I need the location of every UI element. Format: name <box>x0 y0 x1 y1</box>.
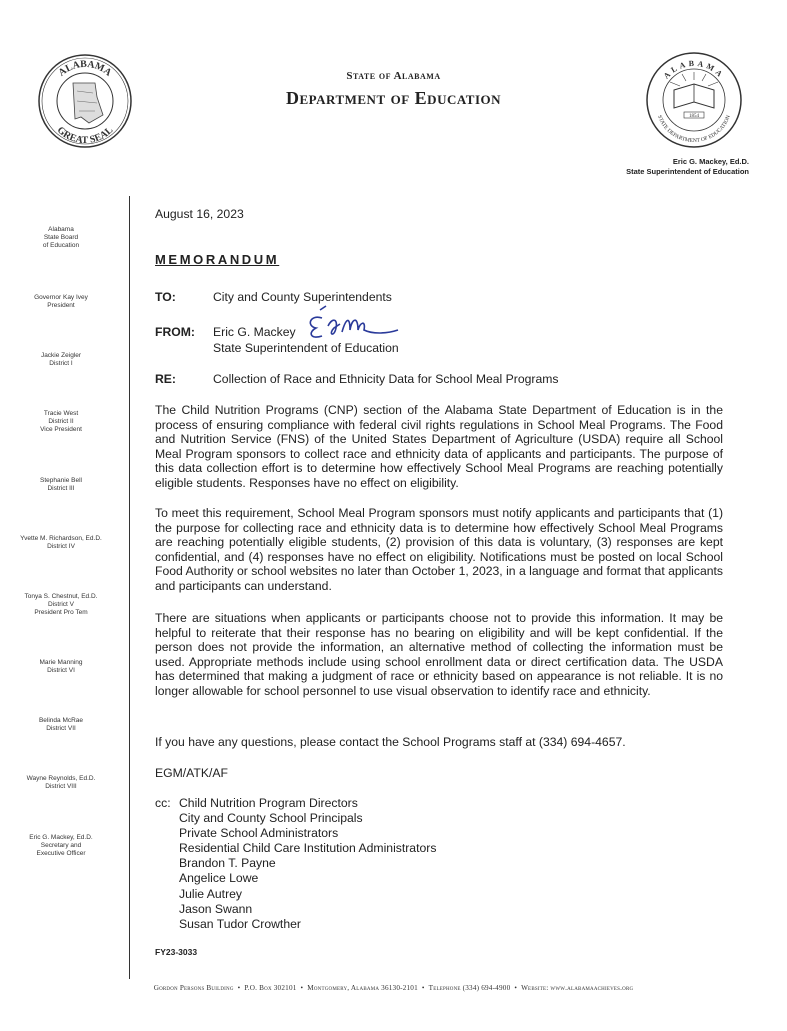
cc-item: Jason Swann <box>179 901 253 916</box>
board-line: District III <box>47 485 75 492</box>
board-line: District I <box>49 360 73 367</box>
board-line: Yvette M. Richardson, Ed.D. <box>20 535 102 542</box>
board-line: Secretary and <box>40 842 82 849</box>
paragraph-1: The Child Nutrition Programs (CNP) section of the Alabama State Department of Education is in the process of ensuring compliance with federal civil rights regulations in School Meal Programs. The Food and Nutrition Service (FNS) of the United States Department of Agriculture (USDA) require all School Meal Program sponsors to collect race and ethnicity data of applicants and participants. The purpose of this data collection effort is to determine how effectively School Meal Programs are reaching potentially eligible students. Responses have no effect on eligibility. <box>155 403 723 490</box>
signature <box>302 304 402 344</box>
board-line: Stephanie Bell <box>40 477 82 484</box>
board-entry <box>0 294 122 310</box>
board-entry <box>0 477 122 493</box>
board-line: District II <box>48 418 74 425</box>
cc-item: Julie Autrey <box>179 886 243 901</box>
from-title: State Superintendent of Education <box>213 341 399 355</box>
re-subject: Collection of Race and Ethnicity Data for School Meal Programs <box>213 372 559 386</box>
board-line: Alabama <box>48 226 74 233</box>
superintendent-block <box>626 157 749 177</box>
cc-list <box>179 796 436 932</box>
board-line: Executive Officer <box>36 850 86 857</box>
footer-website: Website: www.alabamaachieves.org <box>521 984 634 992</box>
board-line: Governor Kay Ivey <box>34 294 88 301</box>
right-seal-bottom-text: STATE DEPARTMENT OF EDUCATION <box>656 114 732 145</box>
superintendent-name: Eric G. Mackey, Ed.D. <box>672 157 749 166</box>
cc-item: Angelice Lowe <box>179 871 259 886</box>
board-entry <box>0 535 122 551</box>
board-line: District VII <box>46 725 76 732</box>
board-line: Marie Manning <box>39 659 83 666</box>
signature-graphic <box>302 304 402 344</box>
cc-item: Child Nutrition Program Directors <box>179 796 358 810</box>
footer-box: P.O. Box 302101 <box>244 984 297 992</box>
board-line: Jackie Zeigler <box>40 352 82 359</box>
board-line: District V <box>48 601 74 608</box>
cc-item: City and County School Principals <box>179 811 363 826</box>
to-recipient: City and County Superintendents <box>213 290 392 304</box>
board-line: Tonya S. Chestnut, Ed.D. <box>24 593 98 600</box>
from-name: Eric G. Mackey <box>213 325 296 339</box>
questions-line: If you have any questions, please contact the School Programs staff at (334) 694-4657. <box>155 735 626 749</box>
board-line: President <box>47 302 75 309</box>
footer-building: Gordon Persons Building <box>153 984 234 992</box>
reference-number: FY23-3033 <box>155 947 198 957</box>
left-seal-top-text: ALABAMA <box>56 58 114 79</box>
cc-item: Brandon T. Payne <box>179 856 276 871</box>
paragraph-3: There are situations when applicants or participants choose not to provide this information. It may be helpful to reiterate that their response has no bearing on eligibility and will be kept confidential. If the person does not provide the information, an alternative method of collecting the information must be used. Appropriate methods include using school enrollment data or direct certification data. The USDA has determined that making a judgment of race or ethnicity based on appearance is not reliable. It is no longer allowable for school personnel to use visual observation to identify race and ethnicity. <box>155 611 723 698</box>
board-entry <box>0 352 122 368</box>
board-line: Wayne Reynolds, Ed.D. <box>26 775 96 782</box>
board-line: State Board <box>43 234 79 241</box>
right-seal-top-text: ALABAMA <box>661 58 727 81</box>
board-line: Vice President <box>40 426 82 433</box>
footer: Gordon Persons Building • P.O. Box 302101 • Montgomery, Alabama 36130-2101 • Telephone (334) 694-4900 • Website: www.alabamaachieves.org <box>153 984 634 992</box>
memo-heading: MEMORANDUM <box>155 252 280 267</box>
memo-date: August 16, 2023 <box>155 207 244 221</box>
initials: EGM/ATK/AF <box>155 766 228 780</box>
from-label: FROM: <box>155 325 195 339</box>
cc-label: cc: <box>155 796 171 810</box>
board-entry <box>0 410 122 434</box>
board-entry <box>0 593 122 617</box>
divider-line <box>129 196 130 979</box>
board-line: President Pro Tem <box>34 609 88 616</box>
board-entry <box>0 226 122 250</box>
board-line: District IV <box>47 543 75 550</box>
board-entry <box>0 659 122 675</box>
footer-city: Montgomery, Alabama 36130-2101 <box>307 984 418 992</box>
department-heading: Department of Education <box>285 88 501 108</box>
board-entry <box>0 834 122 858</box>
cc-item: Susan Tudor Crowther <box>179 916 301 931</box>
board-line: of Education <box>42 242 80 249</box>
right-seal-year: 1854 <box>689 114 699 119</box>
to-label: TO: <box>155 290 176 304</box>
paragraph-2: To meet this requirement, School Meal Program sponsors must notify applicants and participants that (1) the purpose for collecting race and ethnicity data is to determine how effectively School Meal Programs are reaching potentially eligible students, (2) provision of this data is voluntary, (3) responses are kept confidential, and (4) responses have no effect on eligibility. Notifications must be posted on local School Food Authority or school websites no later than October 1, 2023, in a language and format that applicants and participants can understand. <box>155 506 723 593</box>
cc-item: Private School Administrators <box>179 826 339 841</box>
board-line: District VIII <box>45 783 77 790</box>
svg-text:GREAT SEAL <box>55 125 116 147</box>
board-line: Eric G. Mackey, Ed.D. <box>29 834 93 841</box>
cc-item: Residential Child Care Institution Administrators <box>179 841 437 856</box>
board-line: Tracie West <box>43 410 79 417</box>
board-line: Belinda McRae <box>38 717 84 724</box>
footer-phone: Telephone (334) 694-4900 <box>428 984 511 992</box>
superintendent-title: State Superintendent of Education <box>626 167 749 176</box>
board-entry <box>0 717 122 733</box>
state-heading: State of Alabama <box>346 70 441 82</box>
board-entry <box>0 775 122 791</box>
left-seal-bottom-text: GREAT SEAL <box>54 124 116 147</box>
re-label: RE: <box>155 372 176 386</box>
board-line: District VI <box>47 667 75 674</box>
